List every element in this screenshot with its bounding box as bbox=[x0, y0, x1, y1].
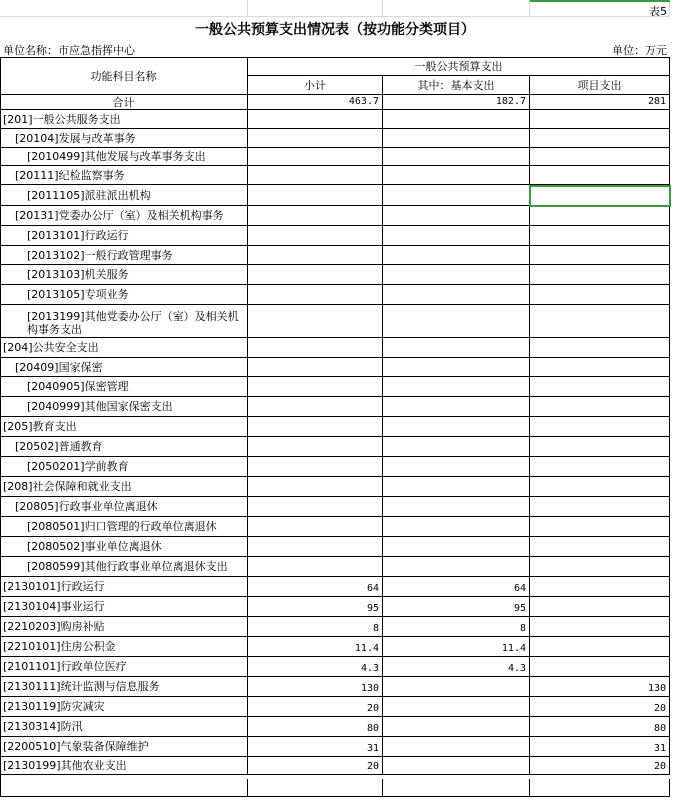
row-subtotal[interactable]: 31 bbox=[248, 737, 383, 757]
row-label[interactable]: [201]一般公共服务支出 bbox=[0, 110, 248, 129]
row-subtotal[interactable]: 20 bbox=[248, 697, 383, 717]
selected-cell[interactable] bbox=[529, 185, 671, 207]
row-project[interactable] bbox=[530, 537, 670, 557]
row-label[interactable]: [20502]普通教育 bbox=[0, 437, 248, 457]
row-basic[interactable]: 64 bbox=[383, 577, 530, 597]
grid-cell[interactable] bbox=[248, 0, 383, 17]
row-basic[interactable] bbox=[383, 497, 530, 517]
table-number: 表5 bbox=[649, 5, 667, 18]
row-basic[interactable] bbox=[383, 129, 530, 148]
row-label[interactable]: [2130199]其他农业支出 bbox=[0, 757, 248, 775]
empty-cell[interactable] bbox=[383, 779, 530, 797]
total-subtotal[interactable]: 463.7 bbox=[248, 95, 383, 110]
row-project[interactable] bbox=[530, 338, 670, 358]
row-project[interactable] bbox=[530, 577, 670, 597]
row-subtotal[interactable] bbox=[248, 397, 383, 417]
row-project[interactable] bbox=[530, 397, 670, 417]
total-label[interactable]: 合计 bbox=[0, 95, 248, 110]
row-basic[interactable] bbox=[383, 457, 530, 477]
row-basic[interactable] bbox=[383, 226, 530, 246]
empty-cell[interactable] bbox=[530, 779, 670, 797]
row-label[interactable]: [20409]国家保密 bbox=[0, 358, 248, 377]
row-project[interactable] bbox=[530, 637, 670, 657]
page-title: 一般公共预算支出情况表（按功能分类项目） bbox=[195, 22, 475, 38]
row-basic[interactable]: 95 bbox=[383, 597, 530, 617]
row-basic[interactable] bbox=[383, 377, 530, 397]
row-project[interactable] bbox=[530, 226, 670, 246]
row-project[interactable] bbox=[530, 358, 670, 377]
row-label[interactable]: [2013101]行政运行 bbox=[0, 226, 248, 246]
row-label[interactable]: [20805]行政事业单位离退休 bbox=[0, 497, 248, 517]
row-basic[interactable]: 4.3 bbox=[383, 657, 530, 677]
row-label[interactable]: [2210203]购房补贴 bbox=[0, 617, 248, 637]
row-label[interactable]: [2013103]机关服务 bbox=[0, 265, 248, 285]
row-project[interactable] bbox=[530, 437, 670, 457]
row-project[interactable] bbox=[530, 129, 670, 148]
row-project[interactable] bbox=[530, 517, 670, 537]
row-project[interactable] bbox=[530, 206, 670, 226]
row-subtotal[interactable] bbox=[248, 148, 383, 166]
row-label[interactable]: [20111]纪检监察事务 bbox=[0, 166, 248, 185]
row-label[interactable]: [2013199]其他党委办公厅（室）及相关机构事务支出 bbox=[0, 305, 248, 338]
row-subtotal[interactable] bbox=[248, 185, 383, 206]
row-subtotal[interactable] bbox=[248, 437, 383, 457]
row-project[interactable] bbox=[530, 148, 670, 166]
row-basic[interactable]: 8 bbox=[383, 617, 530, 637]
row-label[interactable]: [2130104]事业运行 bbox=[0, 597, 248, 617]
row-basic[interactable] bbox=[383, 305, 530, 338]
unit-label: 单位：万元 bbox=[612, 44, 667, 57]
row-subtotal[interactable] bbox=[248, 265, 383, 285]
total-project[interactable]: 281 bbox=[530, 95, 670, 110]
row-subtotal[interactable] bbox=[248, 417, 383, 437]
row-subtotal[interactable] bbox=[248, 517, 383, 537]
row-basic[interactable] bbox=[383, 737, 530, 757]
row-label[interactable]: [2200510]气象装备保障维护 bbox=[0, 737, 248, 757]
grid-cell[interactable] bbox=[0, 0, 248, 17]
header-group: 一般公共预算支出 bbox=[248, 58, 670, 76]
row-label[interactable]: [20104]发展与改革事务 bbox=[0, 129, 248, 148]
row-project[interactable] bbox=[530, 305, 670, 338]
row-basic[interactable] bbox=[383, 206, 530, 226]
header-subject: 功能科目名称 bbox=[0, 58, 248, 95]
row-project[interactable] bbox=[530, 246, 670, 265]
row-label[interactable]: [2101101]行政单位医疗 bbox=[0, 657, 248, 677]
header-project: 项目支出 bbox=[530, 76, 670, 95]
row-project[interactable] bbox=[530, 657, 670, 677]
row-subtotal[interactable] bbox=[248, 477, 383, 497]
row-project[interactable] bbox=[530, 265, 670, 285]
row-project[interactable]: 31 bbox=[530, 737, 670, 757]
row-project[interactable]: 130 bbox=[530, 677, 670, 697]
row-basic[interactable] bbox=[383, 517, 530, 537]
row-subtotal[interactable]: 80 bbox=[248, 717, 383, 737]
row-subtotal[interactable] bbox=[248, 537, 383, 557]
row-project[interactable] bbox=[530, 617, 670, 637]
row-subtotal[interactable] bbox=[248, 226, 383, 246]
row-subtotal[interactable] bbox=[248, 246, 383, 265]
row-label[interactable]: [2130111]统计监测与信息服务 bbox=[0, 677, 248, 697]
row-project[interactable] bbox=[530, 417, 670, 437]
row-basic[interactable] bbox=[383, 477, 530, 497]
row-basic[interactable] bbox=[383, 166, 530, 185]
empty-cell[interactable] bbox=[248, 779, 383, 797]
row-project[interactable] bbox=[530, 557, 670, 577]
row-label[interactable]: [2050201]学前教育 bbox=[0, 457, 248, 477]
row-label[interactable]: [2013105]专项业务 bbox=[0, 285, 248, 305]
row-basic[interactable] bbox=[383, 677, 530, 697]
row-basic[interactable] bbox=[383, 185, 530, 206]
row-project[interactable] bbox=[530, 477, 670, 497]
row-label[interactable]: [2040905]保密管理 bbox=[0, 377, 248, 397]
row-label[interactable]: [2013102]一般行政管理事务 bbox=[0, 246, 248, 265]
row-project[interactable]: 20 bbox=[530, 757, 670, 775]
row-basic[interactable] bbox=[383, 265, 530, 285]
row-subtotal[interactable]: 130 bbox=[248, 677, 383, 697]
row-project[interactable] bbox=[530, 166, 670, 185]
row-basic[interactable] bbox=[383, 246, 530, 265]
row-project[interactable] bbox=[530, 377, 670, 397]
row-label[interactable]: [20131]党委办公厅（室）及相关机构事务 bbox=[0, 206, 248, 226]
row-project[interactable]: 20 bbox=[530, 697, 670, 717]
row-label[interactable]: [204]公共安全支出 bbox=[0, 338, 248, 358]
row-basic[interactable] bbox=[383, 717, 530, 737]
row-label[interactable]: [208]社会保障和就业支出 bbox=[0, 477, 248, 497]
row-basic[interactable] bbox=[383, 537, 530, 557]
row-subtotal[interactable] bbox=[248, 110, 383, 129]
row-label[interactable]: [2130314]防汛 bbox=[0, 717, 248, 737]
row-basic[interactable] bbox=[383, 757, 530, 775]
row-basic[interactable] bbox=[383, 397, 530, 417]
total-basic[interactable]: 182.7 bbox=[383, 95, 530, 110]
row-label[interactable]: [2080501]归口管理的行政单位离退休 bbox=[0, 517, 248, 537]
row-label[interactable]: [2080599]其他行政事业单位离退休支出 bbox=[0, 557, 248, 577]
row-basic[interactable] bbox=[383, 338, 530, 358]
row-basic[interactable] bbox=[383, 417, 530, 437]
row-subtotal[interactable] bbox=[248, 377, 383, 397]
row-subtotal[interactable] bbox=[248, 557, 383, 577]
grid-cell[interactable] bbox=[383, 0, 530, 17]
row-subtotal[interactable] bbox=[248, 305, 383, 338]
row-subtotal[interactable]: 64 bbox=[248, 577, 383, 597]
row-subtotal[interactable]: 11.4 bbox=[248, 637, 383, 657]
row-subtotal[interactable] bbox=[248, 358, 383, 377]
row-project[interactable] bbox=[530, 285, 670, 305]
row-label[interactable]: [2210101]住房公积金 bbox=[0, 637, 248, 657]
row-basic[interactable] bbox=[383, 697, 530, 717]
row-subtotal[interactable] bbox=[248, 497, 383, 517]
row-label[interactable]: [205]教育支出 bbox=[0, 417, 248, 437]
row-project[interactable] bbox=[530, 110, 670, 129]
row-label[interactable]: [2011105]派驻派出机构 bbox=[0, 185, 248, 206]
row-label[interactable]: [2040999]其他国家保密支出 bbox=[0, 397, 248, 417]
row-project[interactable] bbox=[530, 497, 670, 517]
row-basic[interactable] bbox=[383, 358, 530, 377]
row-subtotal[interactable]: 20 bbox=[248, 757, 383, 775]
row-label[interactable]: [2130101]行政运行 bbox=[0, 577, 248, 597]
row-project[interactable] bbox=[530, 597, 670, 617]
row-basic[interactable]: 11.4 bbox=[383, 637, 530, 657]
row-subtotal[interactable] bbox=[248, 338, 383, 358]
header-subtotal: 小计 bbox=[248, 76, 383, 95]
row-label[interactable]: [2080502]事业单位离退休 bbox=[0, 537, 248, 557]
row-label[interactable]: [2130119]防灾减灾 bbox=[0, 697, 248, 717]
row-subtotal[interactable]: 95 bbox=[248, 597, 383, 617]
row-subtotal[interactable]: 8 bbox=[248, 617, 383, 637]
row-basic[interactable] bbox=[383, 437, 530, 457]
row-project[interactable]: 80 bbox=[530, 717, 670, 737]
row-subtotal[interactable] bbox=[248, 206, 383, 226]
empty-cell[interactable] bbox=[0, 779, 248, 797]
row-subtotal[interactable] bbox=[248, 457, 383, 477]
header-basic: 其中：基本支出 bbox=[383, 76, 530, 95]
column-selection-indicator bbox=[530, 0, 670, 2]
row-basic[interactable] bbox=[383, 148, 530, 166]
row-subtotal[interactable]: 4.3 bbox=[248, 657, 383, 677]
row-project[interactable] bbox=[530, 457, 670, 477]
row-subtotal[interactable] bbox=[248, 166, 383, 185]
row-basic[interactable] bbox=[383, 110, 530, 129]
row-subtotal[interactable] bbox=[248, 285, 383, 305]
unit-name: 单位名称：市应急指挥中心 bbox=[3, 44, 135, 57]
row-subtotal[interactable] bbox=[248, 129, 383, 148]
row-label[interactable]: [2010499]其他发展与改革事务支出 bbox=[0, 148, 248, 166]
row-basic[interactable] bbox=[383, 285, 530, 305]
row-basic[interactable] bbox=[383, 557, 530, 577]
